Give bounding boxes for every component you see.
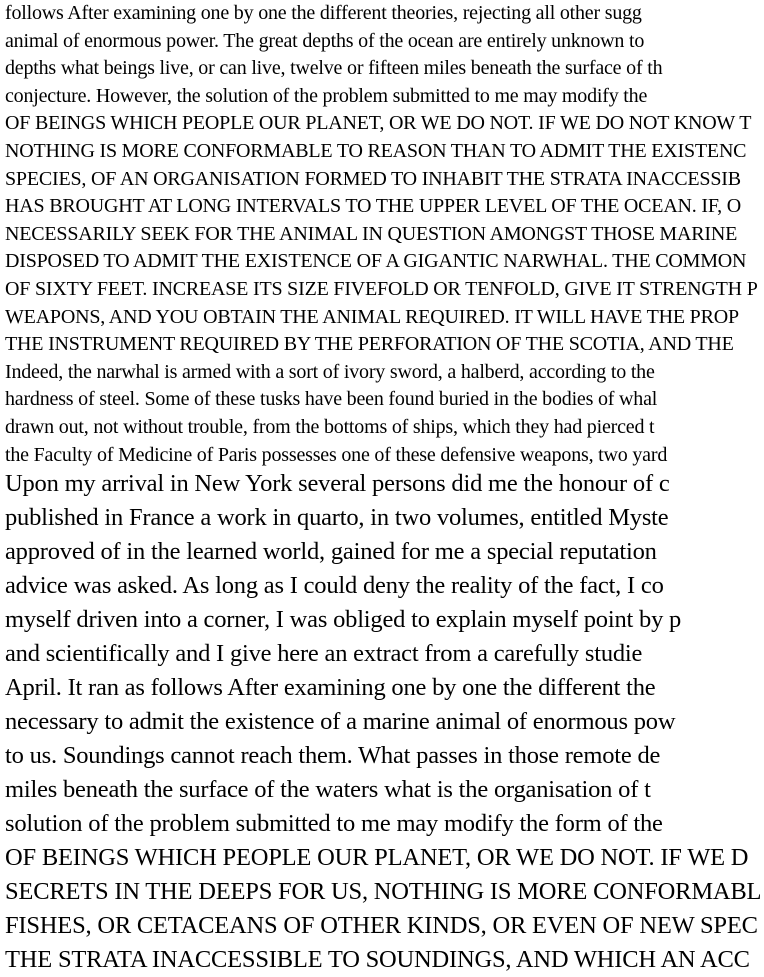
text-line: OF BEINGS WHICH PEOPLE OUR PLANET, OR WE DO NOT. IF WE D (5, 844, 749, 871)
text-line: Indeed, the narwhal is armed with a sort of ivory sword, a halberd, according to the (5, 360, 655, 383)
text-line: hardness of steel. Some of these tusks have been found buried in the bodies of whal (5, 388, 658, 411)
text-block-small (5, 0, 764, 469)
text-line: and scientifically and I give here an extract from a carefully studie (5, 640, 643, 667)
text-line: drawn out, not without trouble, from the bottoms of ships, which they had pierced t (5, 415, 655, 438)
text-line: miles beneath the surface of the waters what is the organisation of t (5, 776, 651, 803)
text-block-large (5, 467, 764, 977)
text-line: myself driven into a corner, I was obliged to explain myself point by p (5, 606, 682, 633)
text-line: SECRETS IN THE DEEPS FOR US, NOTHING IS MORE CONFORMABL (5, 878, 762, 905)
text-line: advice was asked. As long as I could deny the reality of the fact, I co (5, 572, 664, 599)
text-line: animal of enormous power. The great depths of the ocean are entirely unknown to (5, 29, 645, 52)
text-line: published in France a work in quarto, in two volumes, entitled Myste (5, 504, 669, 531)
text-line: depths what beings live, or can live, twelve or fifteen miles beneath the surface of th (5, 57, 663, 80)
text-line: SPECIES, OF AN ORGANISATION FORMED TO INHABIT THE STRATA INACCESSIB (5, 167, 741, 190)
text-line: OF SIXTY FEET. INCREASE ITS SIZE FIVEFOLD OR TENFOLD, GIVE IT STRENGTH P (5, 277, 758, 300)
text-line: DISPOSED TO ADMIT THE EXISTENCE OF A GIGANTIC NARWHAL. THE COMMON (5, 250, 747, 273)
text-line: follows After examining one by one the different theories, rejecting all other sugg (5, 2, 642, 24)
text-line: WEAPONS, AND YOU OBTAIN THE ANIMAL REQUIRED. IT WILL HAVE THE PROP (5, 305, 739, 328)
text-line: the Faculty of Medicine of Paris possesses one of these defensive weapons, two yard (5, 443, 668, 466)
text-line: Upon my arrival in New York several persons did me the honour of c (5, 470, 670, 497)
text-line: conjecture. However, the solution of the problem submitted to me may modify the (5, 84, 648, 107)
text-line: April. It ran as follows After examining one by one the different the (5, 674, 656, 701)
text-line: NOTHING IS MORE CONFORMABLE TO REASON THAN TO ADMIT THE EXISTENC (5, 139, 747, 162)
text-line: to us. Soundings cannot reach them. What passes in those remote de (5, 742, 661, 769)
text-line: HAS BROUGHT AT LONG INTERVALS TO THE UPPER LEVEL OF THE OCEAN. IF, O (5, 195, 742, 218)
text-line: solution of the problem submitted to me may modify the form of the (5, 810, 663, 837)
text-line: THE INSTRUMENT REQUIRED BY THE PERFORATION OF THE SCOTIA, AND THE (5, 333, 734, 356)
text-line: necessary to admit the existence of a marine animal of enormous pow (5, 708, 676, 735)
text-line: NECESSARILY SEEK FOR THE ANIMAL IN QUESTION AMONGST THOSE MARINE (5, 222, 738, 245)
text-line: THE STRATA INACCESSIBLE TO SOUNDINGS, AND WHICH AN ACC (5, 946, 750, 973)
text-line: FISHES, OR CETACEANS OF OTHER KINDS, OR EVEN OF NEW SPEC (5, 912, 758, 939)
text-line: approved of in the learned world, gained for me a special reputation (5, 538, 657, 565)
text-line: OF BEINGS WHICH PEOPLE OUR PLANET, OR WE DO NOT. IF WE DO NOT KNOW T (5, 112, 752, 135)
